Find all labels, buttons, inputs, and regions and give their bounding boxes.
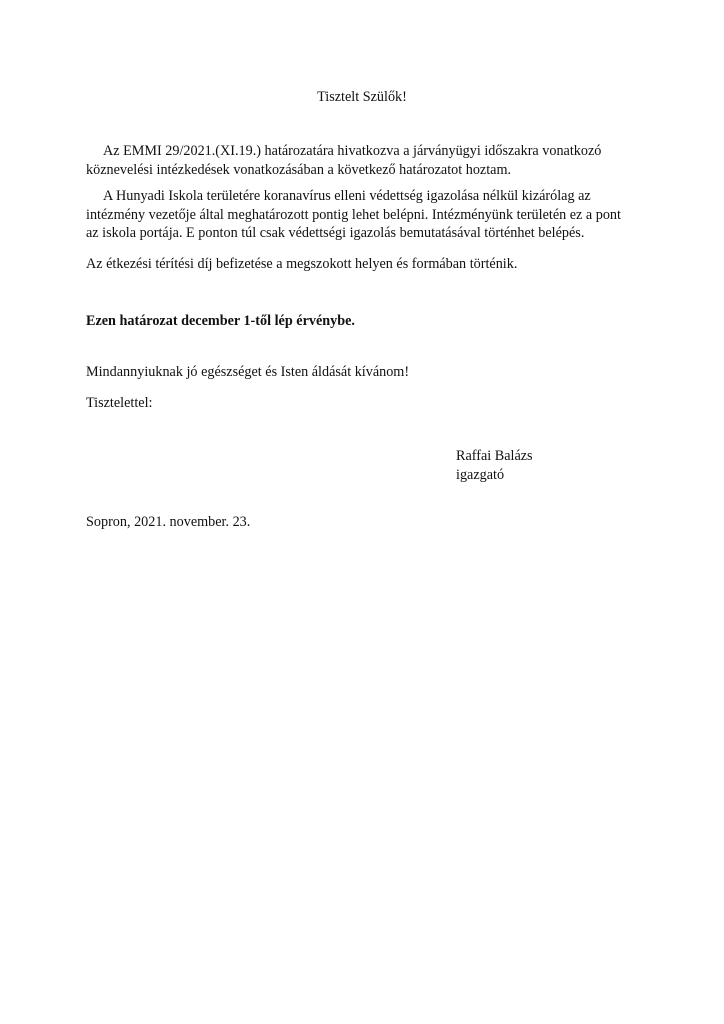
paragraph-line: A Hunyadi Iskola területére koranavírus elleni védettség igazolása nélkül kizárólag az <box>103 188 591 204</box>
signer-name: Raffai Balázs <box>456 448 533 464</box>
paragraph-decision-reference <box>86 142 646 179</box>
place-and-date: Sopron, 2021. november. 23. <box>86 514 251 530</box>
paragraph-line: köznevelési intézkedések vonatkozásában a következő határozatot hoztam. <box>86 161 512 178</box>
letter-greeting: Tisztelt Szülők! <box>317 89 407 105</box>
closing-wish: Mindannyiuknak jó egészséget és Isten áldását kívánom! <box>86 364 410 380</box>
paragraph-line: intézmény vezetője által meghatározott pontig lehet belépni. Intézményünk területén ez a pont <box>86 206 621 223</box>
paragraph-entry-rules <box>86 187 646 243</box>
closing-regards: Tisztelettel: <box>86 395 153 411</box>
effective-date-notice: Ezen határozat december 1-től lép érvénybe. <box>86 313 355 329</box>
signature-block <box>456 447 533 484</box>
paragraph-line: Az étkezési térítési díj befizetése a megszokott helyen és formában történik. <box>86 256 518 272</box>
paragraph-meal-payment <box>86 255 646 274</box>
paragraph-line: az iskola portája. E ponton túl csak védettségi igazolás bemutatásával történhet belépés. <box>86 225 585 241</box>
paragraph-line: Az EMMI 29/2021.(XI.19.) határozatára hivatkozva a járványügyi időszakra vonatkozó <box>103 143 602 159</box>
signer-title: igazgató <box>456 466 505 483</box>
